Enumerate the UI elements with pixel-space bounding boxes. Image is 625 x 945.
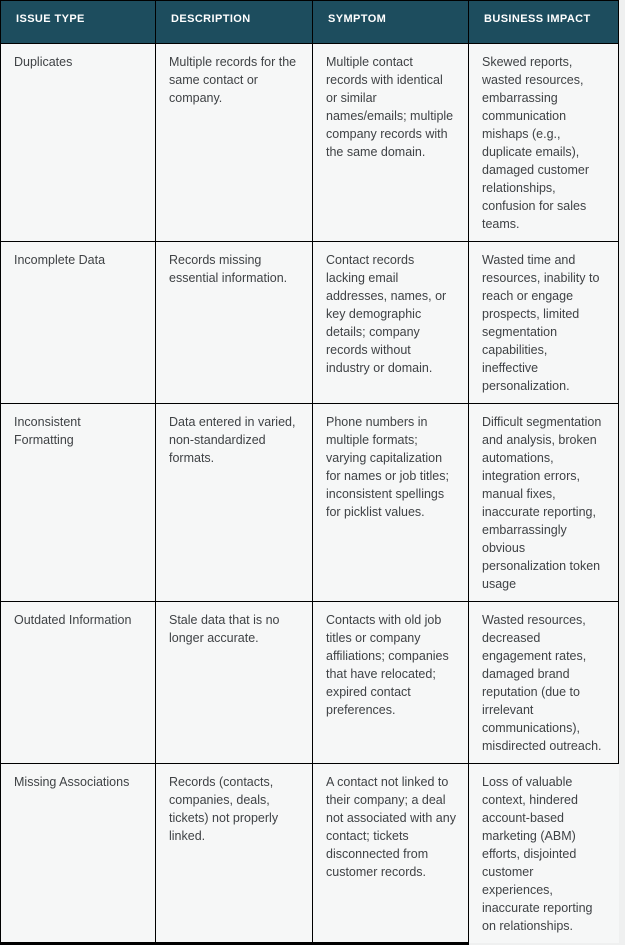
- cell-symptom: Phone numbers in multiple formats; varying capitalization for names or job titles; inconsistent spellings for picklist values.: [313, 404, 469, 602]
- cell-description: Stale data that is no longer accurate.: [156, 602, 313, 764]
- table-body: [1, 44, 619, 944]
- cell-business-impact: Loss of valuable context, hindered account-based marketing (ABM) efforts, disjointed customer experiences, inaccurate reporting on relationships.: [469, 764, 619, 944]
- cell-issue-type: Missing Associations: [1, 764, 156, 944]
- table-row: [1, 602, 619, 764]
- cell-symptom: A contact not linked to their company; a deal not associated with any contact; tickets disconnected from customer records.: [313, 764, 469, 944]
- cell-business-impact: Wasted resources, decreased engagement rates, damaged brand reputation (due to irrelevant communications), misdirected outreach.: [469, 602, 619, 764]
- cell-issue-type: Incomplete Data: [1, 242, 156, 404]
- cell-issue-type: Inconsistent Formatting: [1, 404, 156, 602]
- table-row: [1, 404, 619, 602]
- cell-issue-type: Outdated Information: [1, 602, 156, 764]
- cell-symptom: Multiple contact records with identical or similar names/emails; multiple company records with the same domain.: [313, 44, 469, 242]
- table-row: [1, 764, 619, 944]
- table-row: [1, 44, 619, 242]
- column-header-business-impact: BUSINESS IMPACT: [469, 1, 619, 44]
- header-row: [1, 1, 619, 44]
- cell-description: Records missing essential information.: [156, 242, 313, 404]
- table-header: [1, 1, 619, 44]
- table-row: [1, 242, 619, 404]
- cell-issue-type: Duplicates: [1, 44, 156, 242]
- cell-business-impact: Difficult segmentation and analysis, broken automations, integration errors, manual fixes, inaccurate reporting, embarrassingly obvious personalization token usage: [469, 404, 619, 602]
- cell-description: Data entered in varied, non-standardized formats.: [156, 404, 313, 602]
- column-header-description: DESCRIPTION: [156, 1, 313, 44]
- cell-description: Multiple records for the same contact or company.: [156, 44, 313, 242]
- cell-business-impact: Skewed reports, wasted resources, embarrassing communication mishaps (e.g., duplicate emails), damaged customer relationships, confusion for sales teams.: [469, 44, 619, 242]
- cell-business-impact: Wasted time and resources, inability to reach or engage prospects, limited segmentation capabilities, ineffective personalization.: [469, 242, 619, 404]
- cell-symptom: Contact records lacking email addresses, names, or key demographic details; company records without industry or domain.: [313, 242, 469, 404]
- column-header-issue-type: ISSUE TYPE: [1, 1, 156, 44]
- column-header-symptom: SYMPTOM: [313, 1, 469, 44]
- cell-symptom: Contacts with old job titles or company affiliations; companies that have relocated; expired contact preferences.: [313, 602, 469, 764]
- cell-description: Records (contacts, companies, deals, tickets) not properly linked.: [156, 764, 313, 944]
